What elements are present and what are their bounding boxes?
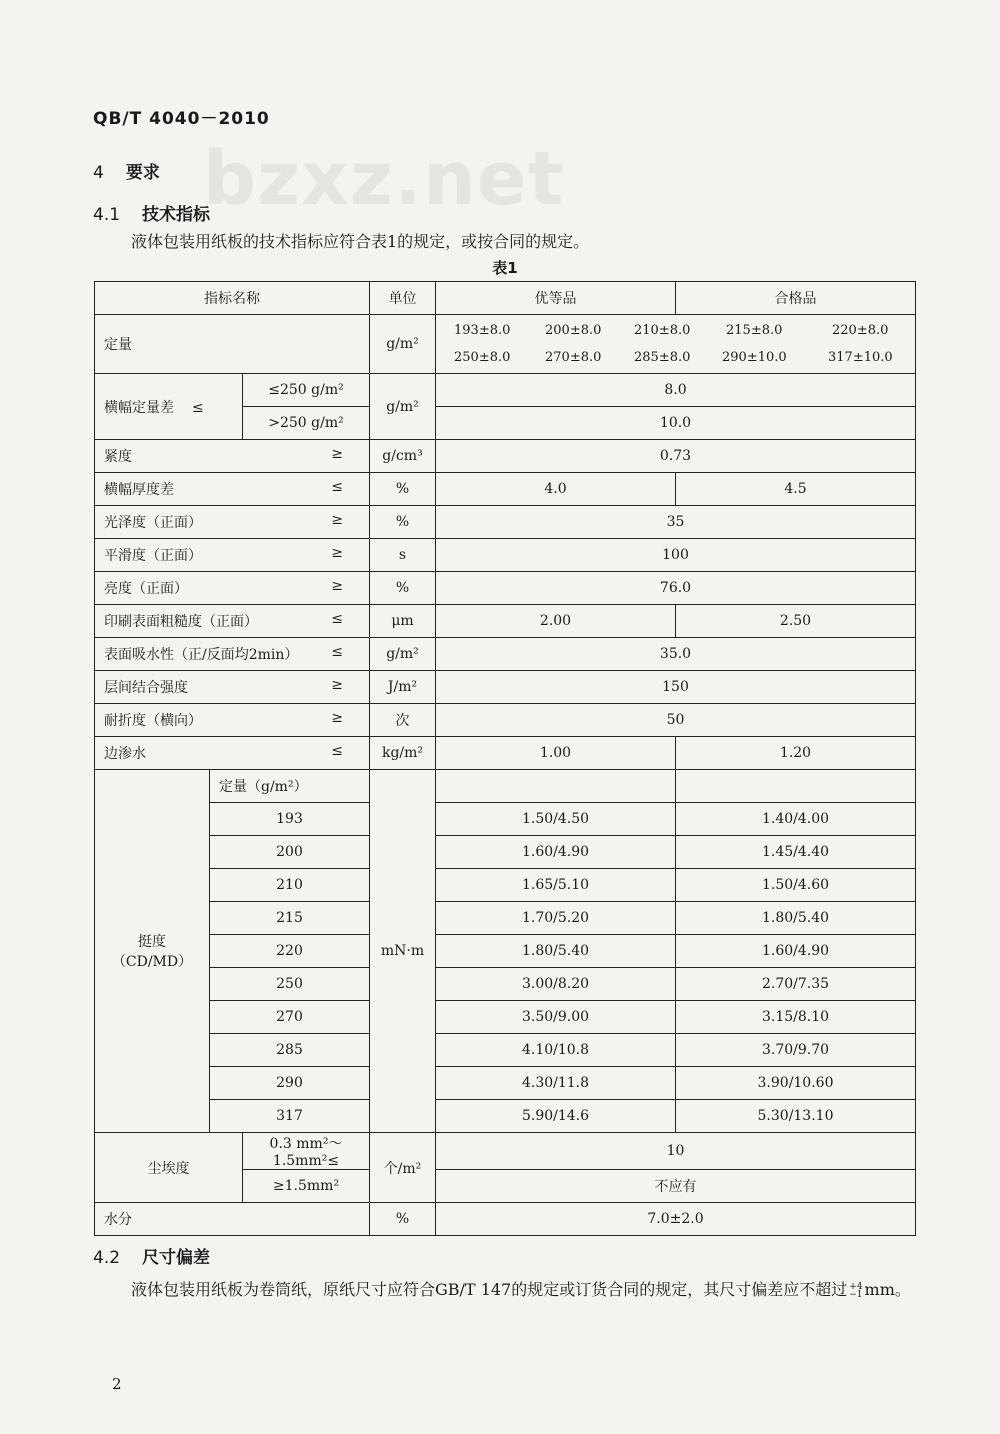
row-label: 印刷表面粗糙度（正面） ≤ bbox=[95, 605, 370, 638]
sub-label: >250 g/m² bbox=[243, 407, 370, 440]
stiffness-weight: 193 bbox=[210, 803, 370, 836]
page-number: 2 bbox=[112, 1375, 122, 1393]
table-row-cross-weight-diff bbox=[95, 374, 916, 407]
table-row-roughness bbox=[95, 605, 916, 638]
row-unit: s bbox=[370, 539, 436, 572]
header-qualified: 合格品 bbox=[676, 282, 916, 315]
row-label: 亮度（正面） ≥ bbox=[95, 572, 370, 605]
spec-table bbox=[94, 281, 916, 1236]
row-unit: kg/m² bbox=[370, 737, 436, 770]
table-row-gloss bbox=[95, 506, 916, 539]
row-label: 层间结合强度 ≥ bbox=[95, 671, 370, 704]
qualified-value: 1.60/4.90 bbox=[676, 935, 916, 968]
qualified-value: 2.70/7.35 bbox=[676, 968, 916, 1001]
premium-value: 4.10/10.8 bbox=[436, 1034, 676, 1067]
qualified-value: 1.80/5.40 bbox=[676, 902, 916, 935]
table-row-cobb bbox=[95, 638, 916, 671]
row-unit: g/m² bbox=[370, 315, 436, 374]
qualified-value: 1.45/4.40 bbox=[676, 836, 916, 869]
table-row-cross-thickness-diff bbox=[95, 473, 916, 506]
basis-weight-value: 317±10.0 bbox=[828, 350, 893, 365]
table-row-stiffness bbox=[95, 1100, 916, 1133]
stiffness-weight: 317 bbox=[210, 1100, 370, 1133]
basis-weight-value: 285±8.0 bbox=[634, 350, 691, 365]
basis-weight-grid bbox=[436, 315, 915, 373]
stiffness-weight: 285 bbox=[210, 1034, 370, 1067]
premium-value: 1.50/4.50 bbox=[436, 803, 676, 836]
basis-weight-value: 193±8.0 bbox=[454, 323, 511, 338]
row-unit: μm bbox=[370, 605, 436, 638]
qualified-value: 5.30/13.10 bbox=[676, 1100, 916, 1133]
row-unit: % bbox=[370, 572, 436, 605]
row-unit: % bbox=[370, 1203, 436, 1236]
section-4-2-heading bbox=[93, 1243, 210, 1268]
table-row-brightness bbox=[95, 572, 916, 605]
premium-value: 1.70/5.20 bbox=[436, 902, 676, 935]
table-row-basis-weight bbox=[95, 315, 916, 374]
row-unit: J/m² bbox=[370, 671, 436, 704]
table-row-edge-wicking bbox=[95, 737, 916, 770]
premium-value bbox=[436, 770, 676, 803]
row-value: 50 bbox=[436, 704, 916, 737]
row-label: 紧度 ≥ bbox=[95, 440, 370, 473]
table-row-stiffness bbox=[95, 902, 916, 935]
row-label: 水分 bbox=[95, 1203, 370, 1236]
row-value: 150 bbox=[436, 671, 916, 704]
table-row-stiffness-header bbox=[95, 770, 916, 803]
premium-value: 3.00/8.20 bbox=[436, 968, 676, 1001]
row-unit: g/m² bbox=[370, 638, 436, 671]
premium-value: 5.90/14.6 bbox=[436, 1100, 676, 1133]
row-value: 35 bbox=[436, 506, 916, 539]
row-label: 横幅定量差 ≤ bbox=[95, 374, 243, 440]
stiffness-weight: 290 bbox=[210, 1067, 370, 1100]
watermark: bzxz.net bbox=[203, 136, 565, 222]
row-value: 10.0 bbox=[436, 407, 916, 440]
table-row-stiffness bbox=[95, 1067, 916, 1100]
basis-weight-value: 270±8.0 bbox=[545, 350, 602, 365]
row-label: 定量 bbox=[95, 315, 370, 374]
header-premium: 优等品 bbox=[436, 282, 676, 315]
basis-weight-value: 220±8.0 bbox=[832, 323, 889, 338]
qualified-value bbox=[676, 770, 916, 803]
qualified-value: 1.40/4.00 bbox=[676, 803, 916, 836]
row-label: 平滑度（正面） ≥ bbox=[95, 539, 370, 572]
qualified-value: 3.70/9.70 bbox=[676, 1034, 916, 1067]
row-unit: 次 bbox=[370, 704, 436, 737]
section-4-1-heading bbox=[93, 200, 210, 225]
row-value: 不应有 bbox=[436, 1170, 916, 1203]
qualified-value: 1.20 bbox=[676, 737, 916, 770]
stiffness-label: 挺度 （CD/MD） bbox=[95, 770, 210, 1133]
row-value: 10 bbox=[436, 1133, 916, 1170]
stiffness-weight: 215 bbox=[210, 902, 370, 935]
table-row-stiffness bbox=[95, 968, 916, 1001]
basis-weight-value: 215±8.0 bbox=[726, 323, 783, 338]
qualified-value: 4.5 bbox=[676, 473, 916, 506]
table-row-dirt bbox=[95, 1133, 916, 1170]
table-row-moisture bbox=[95, 1203, 916, 1236]
row-value: 100 bbox=[436, 539, 916, 572]
premium-value: 1.60/4.90 bbox=[436, 836, 676, 869]
qualified-value: 1.50/4.60 bbox=[676, 869, 916, 902]
premium-value: 2.00 bbox=[436, 605, 676, 638]
stiffness-weight: 200 bbox=[210, 836, 370, 869]
section-title: 尺寸偏差 bbox=[142, 1248, 211, 1268]
table-row-stiffness bbox=[95, 803, 916, 836]
row-value: 0.73 bbox=[436, 440, 916, 473]
qualified-value: 2.50 bbox=[676, 605, 916, 638]
table-row-stiffness bbox=[95, 869, 916, 902]
qualified-value: 3.15/8.10 bbox=[676, 1001, 916, 1034]
row-value: 35.0 bbox=[436, 638, 916, 671]
section-number: 4.1 bbox=[93, 205, 121, 225]
section-title: 技术指标 bbox=[142, 205, 211, 225]
premium-value: 1.65/5.10 bbox=[436, 869, 676, 902]
row-unit: 个/m² bbox=[370, 1133, 436, 1203]
basis-weight-value: 200±8.0 bbox=[545, 323, 602, 338]
row-label: 边渗水 ≤ bbox=[95, 737, 370, 770]
sub-label: ≥1.5mm² bbox=[243, 1170, 370, 1203]
table-caption: 表1 bbox=[492, 259, 518, 277]
table-row-folding bbox=[95, 704, 916, 737]
table-row-stiffness bbox=[95, 1034, 916, 1067]
section-4-2-text: 液体包装用纸板为卷筒纸，原纸尺寸应符合GB/T 147的规定或订货合同的规定，其尺寸偏差应不超过 +4 −1 mm。 bbox=[131, 1280, 911, 1300]
row-label: 耐折度（横向） ≥ bbox=[95, 704, 370, 737]
premium-value: 1.80/5.40 bbox=[436, 935, 676, 968]
header-name: 指标名称 bbox=[95, 282, 370, 315]
row-unit: g/m² bbox=[370, 374, 436, 440]
section-4-heading bbox=[93, 158, 160, 183]
table-header-row bbox=[95, 282, 916, 315]
row-label: 尘埃度 bbox=[95, 1133, 243, 1203]
header-unit: 单位 bbox=[370, 282, 436, 315]
row-label: 表面吸水性（正/反面均2min） ≤ bbox=[95, 638, 370, 671]
stiffness-weight: 210 bbox=[210, 869, 370, 902]
row-unit: % bbox=[370, 506, 436, 539]
premium-value: 4.30/11.8 bbox=[436, 1067, 676, 1100]
section-4-1-text: 液体包装用纸板的技术指标应符合表1的规定，或按合同的规定。 bbox=[131, 232, 590, 251]
section-number: 4.2 bbox=[93, 1248, 121, 1268]
row-value: 8.0 bbox=[436, 374, 916, 407]
table-row-stiffness bbox=[95, 836, 916, 869]
row-unit: % bbox=[370, 473, 436, 506]
premium-value: 4.0 bbox=[436, 473, 676, 506]
table-row-stiffness bbox=[95, 935, 916, 968]
tolerance: +4 −1 bbox=[849, 1281, 863, 1300]
row-unit: g/cm³ bbox=[370, 440, 436, 473]
stiffness-weight: 220 bbox=[210, 935, 370, 968]
row-label: 横幅厚度差 ≤ bbox=[95, 473, 370, 506]
table-row-stiffness bbox=[95, 1001, 916, 1034]
stiffness-weight: 250 bbox=[210, 968, 370, 1001]
sub-label: ≤250 g/m² bbox=[243, 374, 370, 407]
basis-weight-value: 250±8.0 bbox=[454, 350, 511, 365]
basis-weight-value: 290±10.0 bbox=[722, 350, 787, 365]
row-value: 76.0 bbox=[436, 572, 916, 605]
row-unit: mN·m bbox=[370, 770, 436, 1133]
table-row-smoothness bbox=[95, 539, 916, 572]
row-value: 7.0±2.0 bbox=[436, 1203, 916, 1236]
table-row-density bbox=[95, 440, 916, 473]
section-number: 4 bbox=[93, 163, 104, 183]
sub-label: 0.3 mm²～1.5mm²≤ bbox=[243, 1133, 370, 1170]
row-label: 光泽度（正面） ≥ bbox=[95, 506, 370, 539]
premium-value: 3.50/9.00 bbox=[436, 1001, 676, 1034]
stiffness-sub-header: 定量（g/m²） bbox=[210, 770, 370, 803]
basis-weight-values bbox=[436, 315, 916, 374]
premium-value: 1.00 bbox=[436, 737, 676, 770]
section-title: 要求 bbox=[125, 163, 160, 183]
basis-weight-value: 210±8.0 bbox=[634, 323, 691, 338]
table-row-ply-bond bbox=[95, 671, 916, 704]
qualified-value: 3.90/10.60 bbox=[676, 1067, 916, 1100]
standard-number: QB/T 4040－2010 bbox=[93, 109, 270, 129]
stiffness-weight: 270 bbox=[210, 1001, 370, 1034]
